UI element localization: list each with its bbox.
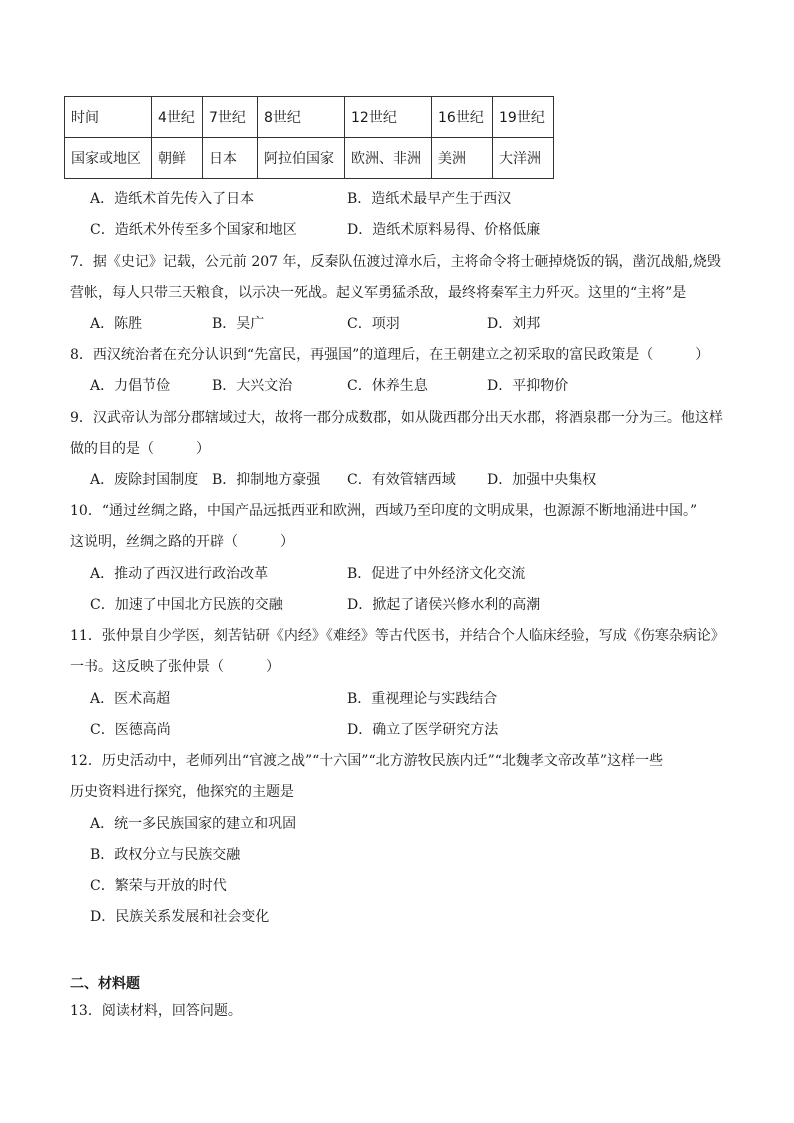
q8-stem-line1: 8．西汉统治者在充分认识到“先富民，再强国”的道理后，在王朝建立之初采取的富民政策是（ ）: [70, 347, 710, 363]
table-cell: 时间: [65, 97, 152, 138]
q10-option-c: C．加速了中国北方民族的交融: [90, 597, 283, 613]
q9-option-d: D．加强中央集权: [487, 472, 597, 488]
q10-option-a: A．推动了西汉进行政治改革: [90, 566, 269, 582]
q7-stem-line1: 7．据《史记》记载，公元前 207 年，反秦队伍渡过漳水后，主将命令将士砸掉烧饭的锅，凿沉战船,烧毁: [70, 254, 721, 270]
q11-option-b: B．重视理论与实践结合: [347, 691, 498, 707]
q7-stem-line2: 营帐，每人只带三天粮食，以示决一死战。起义军勇猛杀敌，最终将秦军主力歼灭。这里的“主将”是: [70, 285, 687, 301]
section-title: 二、材料题: [70, 976, 140, 992]
q9-option-b: B．抑制地方豪强: [212, 472, 321, 488]
q8-option-b: B．大兴文治: [212, 378, 293, 394]
q8-option-c: C．休养生息: [347, 378, 428, 394]
q11-option-c: C．医德高尚: [90, 722, 171, 738]
q11-option-d: D．确立了医学研究方法: [347, 722, 499, 738]
q11-option-a: A．医术高超: [90, 691, 171, 707]
q12-stem-line2: 历史资料进行探究，他探究的主题是: [70, 784, 294, 800]
q12-option-d: D．民族关系发展和社会变化: [90, 909, 270, 925]
q6-option-a: A．造纸术首先传入了日本: [90, 191, 255, 207]
q12-option-c: C．繁荣与开放的时代: [90, 878, 227, 894]
table-cell: 阿拉伯国家: [258, 138, 345, 179]
table-cell: 朝鲜: [152, 138, 203, 179]
table-cell: 7世纪: [203, 97, 258, 138]
q12-option-b: B．政权分立与民族交融: [90, 847, 241, 863]
q6-option-c: C．造纸术外传至多个国家和地区: [90, 222, 297, 238]
table-row: [65, 97, 554, 138]
table-cell: 4世纪: [152, 97, 203, 138]
table-cell: 12世纪: [345, 97, 432, 138]
table-cell: 大洋洲: [493, 138, 554, 179]
q11-stem-line1: 11．张仲景自少学医，刻苦钻研《内经》《难经》等古代医书，并结合个人临床经验，写成《伤寒杂病论》: [70, 628, 725, 644]
q12-stem-line1: 12．历史活动中，老师列出“官渡之战”“十六国”“北方游牧民族内迁”“北魏孝文帝改革”这样一些: [70, 753, 664, 769]
q7-option-d: D．刘邦: [487, 316, 541, 332]
table-row: [65, 138, 554, 179]
q10-option-b: B．促进了中外经济文化交流: [347, 566, 526, 582]
table-cell: 16世纪: [432, 97, 493, 138]
table-cell: 8世纪: [258, 97, 345, 138]
table-cell: 19世纪: [493, 97, 554, 138]
q10-stem-line2: 这说明，丝绸之路的开辟（ ）: [70, 534, 294, 550]
table-cell: 国家或地区: [65, 138, 152, 179]
spread-table: [64, 96, 554, 179]
q12-option-a: A．统一多民族国家的建立和巩固: [90, 816, 297, 832]
q6-option-d: D．造纸术原料易得、价格低廉: [347, 222, 541, 238]
q9-option-c: C．有效管辖西域: [347, 472, 456, 488]
q7-option-a: A．陈胜: [90, 316, 143, 332]
q13-stem: 13．阅读材料，回答问题。: [70, 1003, 242, 1019]
q6-option-b: B．造纸术最早产生于西汉: [347, 191, 512, 207]
q7-option-b: B．吴广: [212, 316, 265, 332]
table-cell: 日本: [203, 138, 258, 179]
q7-option-c: C．项羽: [347, 316, 400, 332]
q10-stem-line1: 10．“通过丝绸之路，中国产品远抵西亚和欧洲，西域乃至印度的文明成果，也源源不断地涌进中国。”: [70, 503, 698, 519]
q9-option-a: A．废除封国制度: [90, 472, 199, 488]
q8-option-a: A．力倡节俭: [90, 378, 171, 394]
q9-stem-line2: 做的目的是（ ）: [70, 441, 210, 457]
q8-option-d: D．平抑物价: [487, 378, 569, 394]
q10-option-d: D．掀起了诸侯兴修水利的高潮: [347, 597, 541, 613]
table-cell: 欧洲、非洲: [345, 138, 432, 179]
q9-stem-line1: 9．汉武帝认为部分郡辖域过大，故将一郡分成数郡，如从陇西郡分出天水郡，将酒泉郡一分为三。他这样: [70, 410, 723, 426]
table-cell: 美洲: [432, 138, 493, 179]
q11-stem-line2: 一书。这反映了张仲景（ ）: [70, 659, 280, 675]
